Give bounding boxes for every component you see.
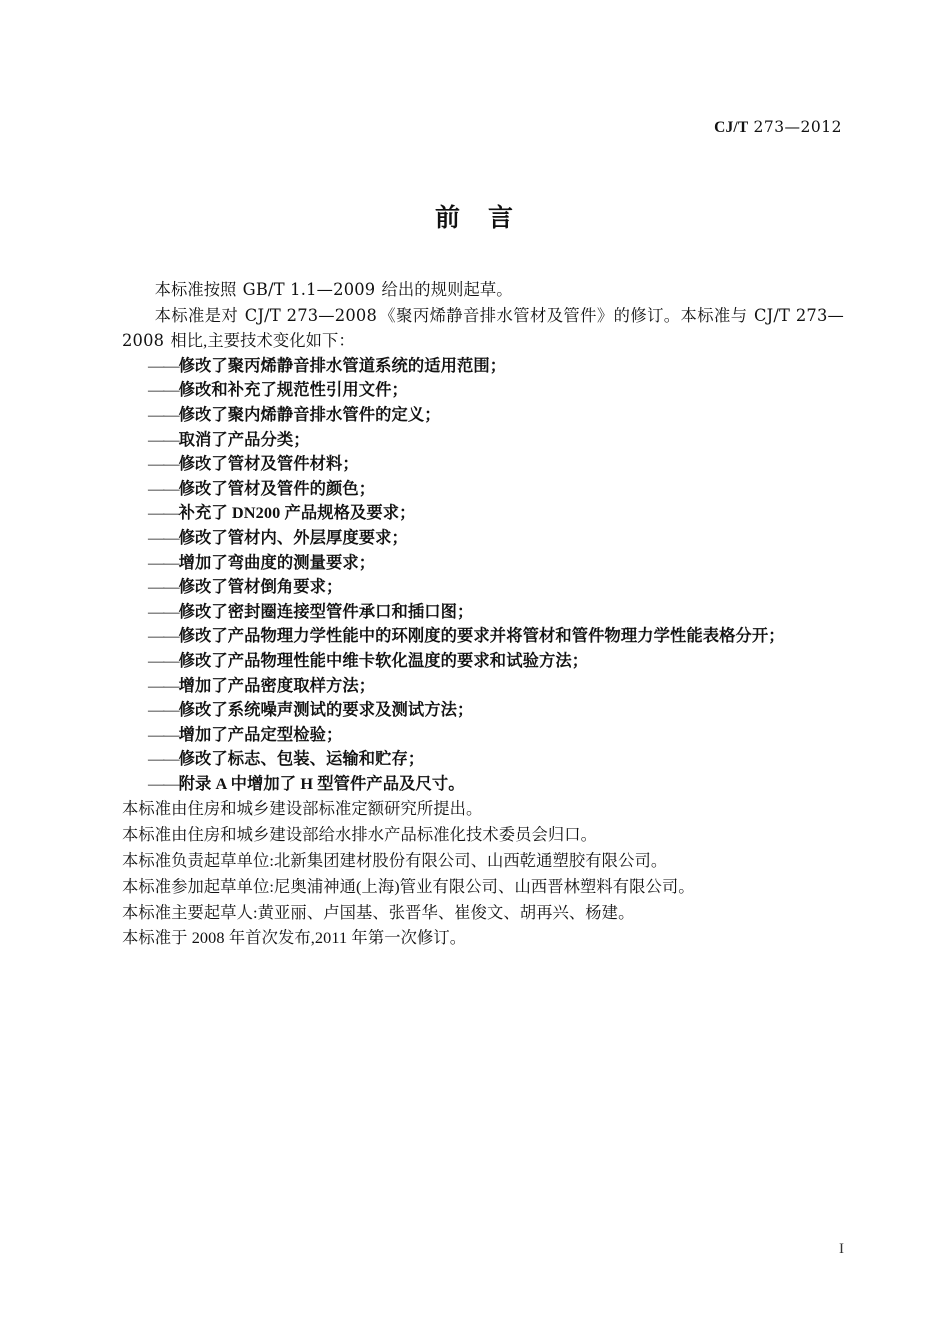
standard-code: CJ/T xyxy=(714,119,749,136)
list-item-label: 附录 A 中增加了 H 型管件产品及尺寸。 xyxy=(178,773,465,793)
responsible-drafters-statement: 本标准负责起草单位:北新集团建材股份有限公司、山西乾通塑胶有限公司。 xyxy=(122,851,668,871)
list-item-label: 取消了产品分类； xyxy=(178,429,310,449)
list-item-label: 修改了管材及管件的颜色； xyxy=(178,478,376,498)
list-item-label: 修改了标志、包装、运输和贮存； xyxy=(178,749,425,769)
intro-p2-text-a: 本标准是对 xyxy=(154,305,243,325)
em-dash-marker: —— xyxy=(148,380,179,400)
list-item-label: 修改了产品物理力学性能中的环刚度的要求并将管材和管件物理力学性能表格分开； xyxy=(178,626,785,646)
list-item xyxy=(122,698,844,723)
em-dash-marker: —— xyxy=(148,577,179,597)
list-item xyxy=(122,723,844,748)
page-title xyxy=(0,198,950,234)
intro-paragraph-2 xyxy=(122,303,844,354)
em-dash-marker: —— xyxy=(148,700,179,720)
em-dash-marker: —— xyxy=(148,724,179,744)
list-item-label: 修改和补充了规范性引用文件； xyxy=(178,380,408,400)
running-header xyxy=(714,118,842,137)
em-dash-marker: —— xyxy=(148,454,179,474)
list-item xyxy=(122,428,844,453)
intro-p2-text-c: 相比,主要技术变化如下： xyxy=(166,331,355,351)
list-item-label: 增加了产品密度取样方法； xyxy=(178,675,376,695)
list-item xyxy=(122,624,844,649)
list-item xyxy=(122,772,844,797)
main-authors-statement: 本标准主要起草人:黄亚丽、卢国基、张晋华、崔俊文、胡再兴、杨建。 xyxy=(122,902,635,922)
proposer-statement: 本标准由住房和城乡建设部标准定额研究所提出。 xyxy=(122,799,483,819)
list-item xyxy=(122,526,844,551)
list-item-label: 补充了 DN200 产品规格及要求； xyxy=(178,503,416,523)
list-item xyxy=(122,354,844,379)
closing-statements xyxy=(122,796,844,951)
em-dash-marker: —— xyxy=(148,749,179,769)
list-item xyxy=(122,575,844,600)
em-dash-marker: —— xyxy=(148,626,179,646)
intro-p2-text-b: 《聚丙烯静音排水管材及管件》的修订。本标准与 xyxy=(379,305,752,325)
list-item xyxy=(122,403,844,428)
list-item xyxy=(122,674,844,699)
list-item xyxy=(122,378,844,403)
em-dash-marker: —— xyxy=(148,478,179,498)
intro-p2-standard-ref-2: CJ/T 273—2008 xyxy=(122,305,844,351)
list-item xyxy=(122,452,844,477)
list-item xyxy=(122,501,844,526)
list-item-label: 修改了管材倒角要求； xyxy=(178,577,343,597)
em-dash-marker: —— xyxy=(148,429,179,449)
intro-p1-text-a: 本标准按照 xyxy=(154,280,241,299)
list-item xyxy=(122,747,844,772)
page-number: I xyxy=(839,1241,844,1257)
technical-changes-list xyxy=(122,354,844,797)
jurisdiction-statement: 本标准由住房和城乡建设部给水排水产品标准化技术委员会归口。 xyxy=(122,825,598,845)
page-title-char-1: 前 xyxy=(434,203,462,232)
list-item-label: 修改了聚丙烯静音排水管道系统的适用范围； xyxy=(178,355,507,375)
em-dash-marker: —— xyxy=(148,675,179,695)
list-item-label: 修改了产品物理性能中维卡软化温度的要求和试验方法； xyxy=(178,650,589,670)
em-dash-marker: —— xyxy=(148,601,179,621)
list-item-label: 修改了系统噪声测试的要求及测试方法； xyxy=(178,700,474,720)
em-dash-marker: —— xyxy=(148,552,179,572)
em-dash-marker: —— xyxy=(148,355,179,375)
list-item-label: 修改了密封圈连接型管件承口和插口图； xyxy=(178,601,474,621)
list-item-label: 增加了弯曲度的测量要求； xyxy=(178,552,376,572)
list-item-label: 修改了管材及管件材料； xyxy=(178,454,359,474)
list-item xyxy=(122,600,844,625)
list-item-label: 增加了产品定型检验； xyxy=(178,724,343,744)
intro-p1-standard-ref: GB/T 1.1—2009 xyxy=(242,280,376,299)
em-dash-marker: —— xyxy=(148,503,179,523)
page-title-char-2: 言 xyxy=(488,203,516,232)
document-body xyxy=(122,277,844,951)
list-item xyxy=(122,649,844,674)
intro-p2-standard-ref-1: CJ/T 273—2008 xyxy=(244,305,378,325)
list-item xyxy=(122,551,844,576)
intro-paragraph-1 xyxy=(122,277,844,303)
standard-number: 273—2012 xyxy=(753,118,842,136)
list-item xyxy=(122,477,844,502)
revision-history-statement: 本标准于 2008 年首次发布,2011 年第一次修订。 xyxy=(122,928,467,948)
em-dash-marker: —— xyxy=(148,773,179,793)
intro-p1-text-b: 给出的规则起草。 xyxy=(377,280,513,299)
em-dash-marker: —— xyxy=(148,650,179,670)
list-item-label: 修改了管材内、外层厚度要求； xyxy=(178,527,408,547)
participating-drafters-statement: 本标准参加起草单位:尼奥浦神通(上海)管业有限公司、山西晋林塑料有限公司。 xyxy=(122,876,695,896)
list-item-label: 修改了聚内烯静音排水管件的定义； xyxy=(178,404,441,424)
em-dash-marker: —— xyxy=(148,527,179,547)
em-dash-marker: —— xyxy=(148,404,179,424)
